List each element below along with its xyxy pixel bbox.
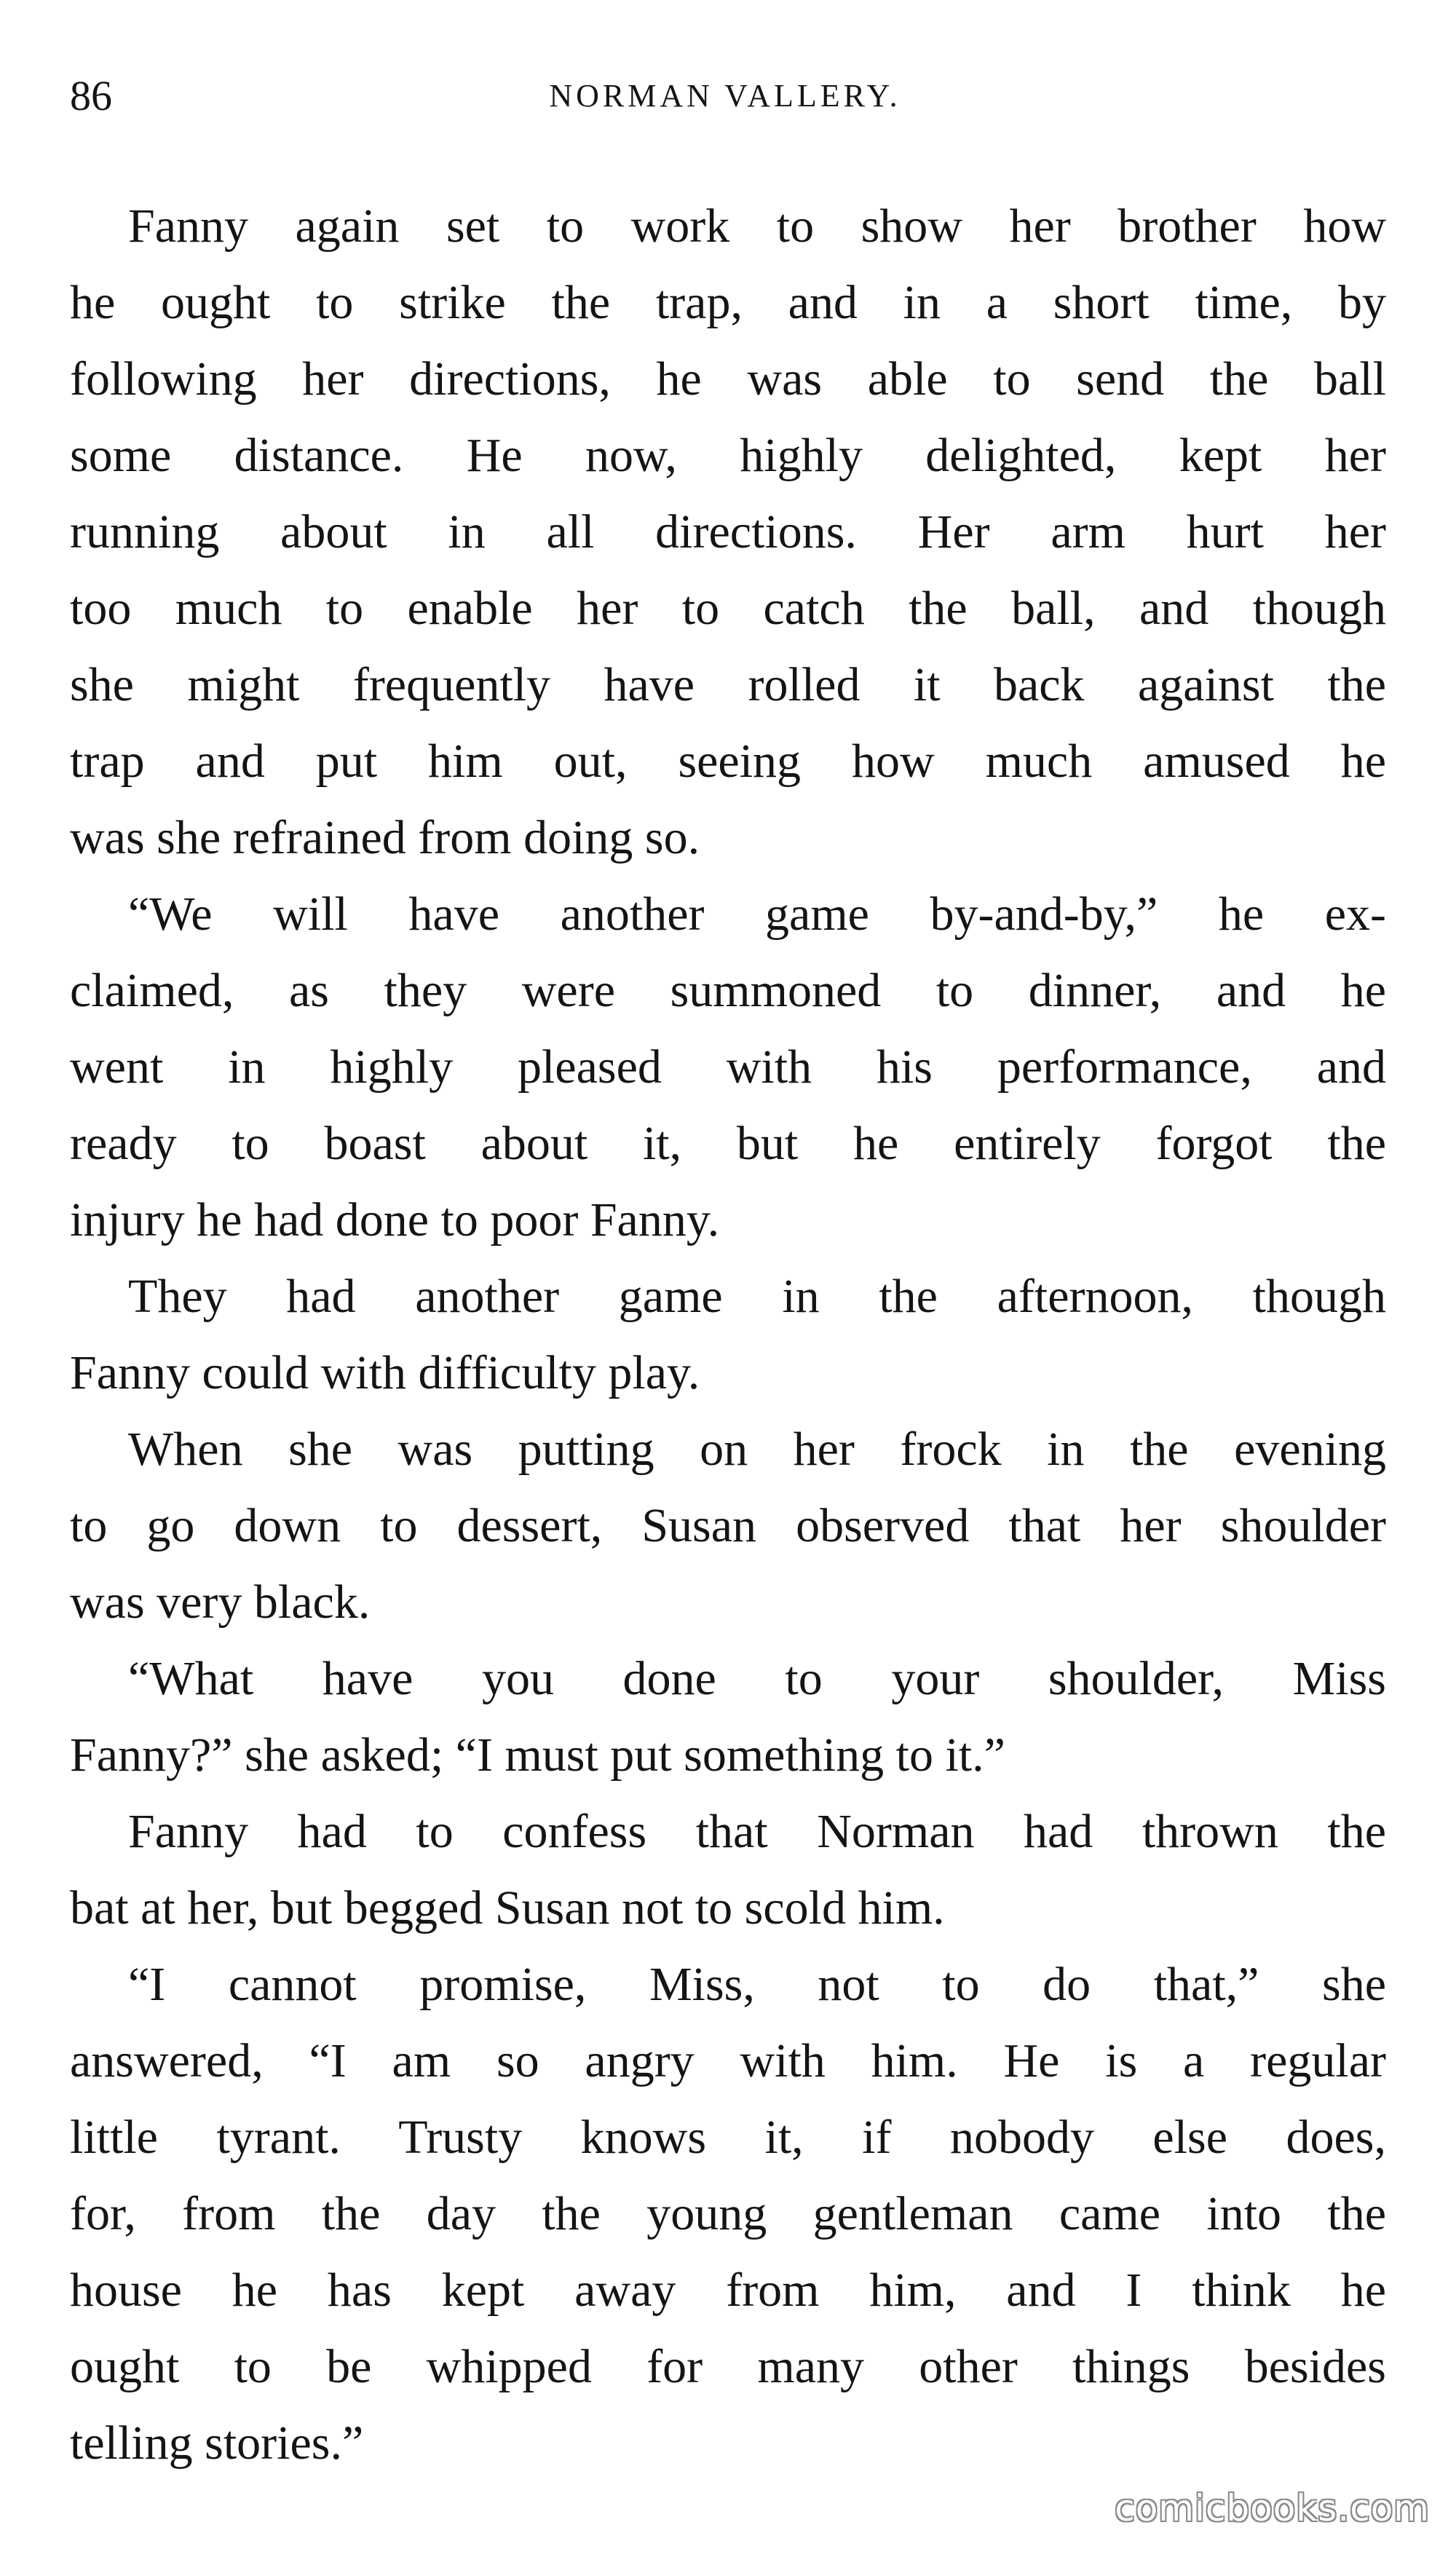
text-line: ought to be whipped for many other things besides [70, 2340, 1386, 2393]
paragraph [70, 188, 1386, 876]
text-line: was she refrained from doing so. [70, 811, 700, 864]
text-line: little tyrant. Trusty knows it, if nobody else does, [70, 2111, 1386, 2164]
text-line: bat at her, but begged Susan not to scold him. [70, 1881, 945, 1934]
text-line: Fanny?” she asked; “I must put something to it.” [70, 1728, 1005, 1782]
text-line: ready to boast about it, but he entirely forgot the [70, 1117, 1386, 1170]
text-line: Fanny had to confess that Norman had thrown the [128, 1805, 1386, 1858]
text-line: he ought to strike the trap, and in a short time, by [70, 276, 1386, 329]
text-line: injury he had done to poor Fanny. [70, 1193, 720, 1246]
text-line: trap and put him out, seeing how much amused he [70, 735, 1386, 788]
text-line: house he has kept away from him, and I think he [70, 2264, 1386, 2317]
running-head: NORMAN VALLERY. [549, 78, 901, 114]
watermark: comicbooks.com [1115, 2487, 1430, 2529]
text-line: When she was putting on her frock in the evening [128, 1423, 1386, 1476]
text-line: running about in all directions. Her arm hurt her [70, 505, 1386, 558]
text-line: telling stories.” [70, 2416, 364, 2470]
text-line: too much to enable her to catch the ball, and though [70, 582, 1386, 635]
text-line: answered, “I am so angry with him. He is a regular [70, 2034, 1386, 2087]
paragraph [70, 1793, 1386, 1946]
text-line: for, from the day the young gentleman came into the [70, 2187, 1386, 2240]
text-line: Fanny could with difficulty play. [70, 1346, 700, 1399]
text-line: “We will have another game by-and-by,” he ex- [128, 888, 1386, 941]
text-line: “I cannot promise, Miss, not to do that,” she [128, 1958, 1386, 2011]
text-line: was very black. [70, 1576, 371, 1629]
page-number: 86 [70, 72, 112, 119]
text-line: following her directions, he was able to send the ball [70, 352, 1386, 406]
body-text [70, 188, 1386, 2481]
paragraph [70, 876, 1386, 1258]
text-line: Fanny again set to work to show her brother how [128, 199, 1386, 253]
text-line: to go down to dessert, Susan observed that her shoulder [70, 1499, 1386, 1552]
text-line: “What have you done to your shoulder, Miss [128, 1652, 1386, 1705]
text-line: some distance. He now, highly delighted, kept her [70, 429, 1386, 482]
paragraph [70, 1258, 1386, 1411]
text-line: went in highly pleased with his performance, and [70, 1040, 1386, 1094]
text-line: claimed, as they were summoned to dinner, and he [70, 964, 1386, 1017]
paragraph [70, 1946, 1386, 2481]
paragraph [70, 1411, 1386, 1640]
text-line: They had another game in the afternoon, though [128, 1270, 1386, 1323]
text-line: she might frequently have rolled it back against the [70, 658, 1386, 711]
page-header [70, 67, 1380, 125]
paragraph [70, 1640, 1386, 1793]
